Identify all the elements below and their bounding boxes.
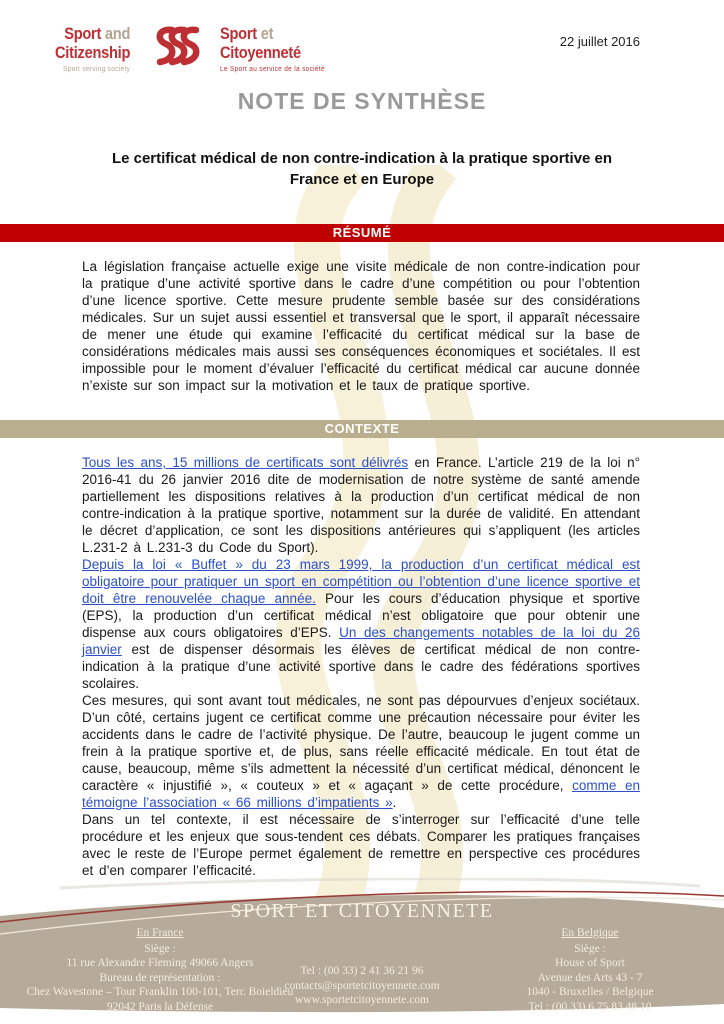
section-banner-contexte: CONTEXTE	[0, 420, 724, 438]
text-line: Le certificat médical de non contre-indication à la pratique sportive en	[111, 150, 613, 167]
logo-word-citoyennete: Citoyenneté	[220, 43, 302, 62]
organization-logo	[55, 25, 342, 73]
footer-contact-lines	[262, 964, 462, 1008]
footer-heading-belgique: En Belgique	[561, 927, 619, 939]
text-segment: est de dispenser désormais les élèves de certificat médical de non contre-indication à la pratique d’une activité sportive dans le cadre des fédérations sportives scolaires.	[82, 642, 640, 691]
footer-column-contact	[262, 964, 462, 1008]
text-segment: La législation française actuelle exige une visite médicale de non contre-indication pour la pratique d’une activité sportive dans le cadre d’une compétition ou pour l’obtention d’une licence sportive. Cette mesure prudente semble basée sur des considérations médicales. Sur un sujet aussi essentiel et transversal que le sport, il apparaît nécessaire de mener une étude qui examine l’efficacité du certificat médical sur la base de considérations médicales mais aussi ses conséquences économiques et sociétales. Il est impossible pour le moment d’évaluer l’efficacité du certificat médical car aucune donnée n’existe sur son impact sur la motivation et le taux de pratique sportive.	[82, 259, 640, 393]
section-banner-resume: RÉSUMÉ	[0, 224, 724, 242]
page-title: NOTE DE SYNTHÈSE	[237, 88, 487, 114]
body-paragraph	[82, 811, 640, 879]
logo-word-and: and	[104, 24, 131, 43]
logo-word-sport-en: Sport	[64, 24, 102, 43]
text-line: France et en Europe	[289, 171, 435, 188]
text-line: 92042 Paris la Défense	[106, 1000, 214, 1013]
logo-word-citizenship: Citizenship	[55, 43, 131, 62]
footer-heading-france: En France	[136, 927, 184, 939]
footer-title: SPORT ET CITOYENNETE	[230, 900, 494, 922]
logo-french-text	[220, 25, 325, 73]
logo-tagline-french: Le Sport au service de la société	[220, 64, 326, 73]
text-segment: Pour les cours d’éducation physique et sportive (EPS), la production d’un certificat médical n’est obligatoire que pour obtenir une dispense aux cours obligatoires d’EPS.	[82, 591, 640, 640]
text-line: 1040 - Bruxelles / Belgique	[526, 986, 654, 998]
text-line: House of Sport	[555, 957, 625, 969]
sss-logo-icon	[150, 25, 214, 69]
text-line: 11 rue Alexandre Fleming 49066 Angers	[66, 957, 254, 969]
text-line: Avenue des Arts 43 - 7	[537, 971, 643, 984]
body-paragraph	[82, 692, 640, 811]
header	[0, 0, 724, 88]
footer-belgique-lines	[480, 942, 700, 1015]
text-line: Tel : (00 33) 2 41 36 21 96	[300, 965, 424, 977]
text-segment: Ces mesures, qui sont avant tout médicales, ne sont pas dépourvues d’enjeux sociétaux. D’un côté, certains jugent ce certificat comme une précaution nécessaire pour éviter les accidents dans le cadre de l’activité physique. De l’autre, beaucoup le jugent comme un frein à la pratique sportive et, de plus, sans réelle efficacité médicale. En tout état de cause, beaucoup, même s’ils admettent la nécessité d’un certificat médical, dénoncent le caractère « injustifié », « couteux » et « agaçant » de cette procédure,	[82, 693, 640, 793]
body-paragraph	[82, 454, 640, 556]
text-line: Siège :	[144, 942, 176, 955]
resume-body	[82, 258, 640, 394]
text-line: www.sportetcitoyennete.com	[294, 994, 430, 1006]
logo-english-text	[55, 25, 130, 73]
text-segment: .	[392, 795, 397, 810]
logo-tagline-english: Sport serving society	[63, 64, 131, 73]
document-subtitle	[0, 148, 724, 190]
text-line: Chez Wavestone – Tour Franklin 100-101, Terr. Boieldieu	[26, 986, 294, 998]
inline-link[interactable]: Tous les ans, 15 millions de certificats sont délivrés	[82, 455, 409, 470]
inline-link[interactable]: Un des changements notables de la loi du 26 janvier	[82, 625, 640, 657]
text-line: contacts@sportetcitoyennete.com	[284, 979, 440, 992]
text-line: Tel : (00 33) 6 75 83 48 10	[528, 1000, 652, 1013]
document-date: 22 juillet 2016	[559, 34, 640, 49]
footer-column-belgique	[480, 926, 700, 1014]
text-line: Siège :	[574, 942, 606, 955]
footer	[0, 878, 724, 1024]
inline-link[interactable]: Depuis la loi « Buffet » du 23 mars 1999, la production d’un certificat médical est obligatoire pour pratiquer un sport en compétition ou l’obtention d’une licence sportive et doit être renouvelée chaque année.	[82, 557, 640, 606]
body-paragraph	[82, 258, 640, 394]
body-paragraph	[82, 556, 640, 692]
text-segment: en France. L’article 219 de la loi n° 2016-41 du 26 janvier 2016 dite de modernisation de notre système de santé amende partiellement les dispositions relatives à la production d’un certificat médical de non contre-indication à la pratique sportive, notamment sur la durée de validité. En attendant le décret d’application, ce sont les dispositions antérieures qui s’appliquent (les articles L.231-2 à L.231-3 du Code du Sport).	[82, 455, 640, 555]
inline-link[interactable]: comme en témoigne l’association « 66 millions d’impatients »	[82, 778, 640, 810]
text-line: Bureau de représentation :	[99, 971, 221, 984]
logo-word-et: et	[261, 24, 274, 43]
text-segment: Dans un tel contexte, il est nécessaire de s’interroger sur l’efficacité d’une telle procédure et les enjeux que sous-tendent ces débats. Comparer les pratiques françaises avec le reste de l’Europe permet également de remettre en perspective ces procédures et d’en comparer l’efficacité.	[82, 812, 640, 878]
contexte-body	[82, 454, 640, 879]
logo-word-sport-fr: Sport	[220, 24, 258, 43]
